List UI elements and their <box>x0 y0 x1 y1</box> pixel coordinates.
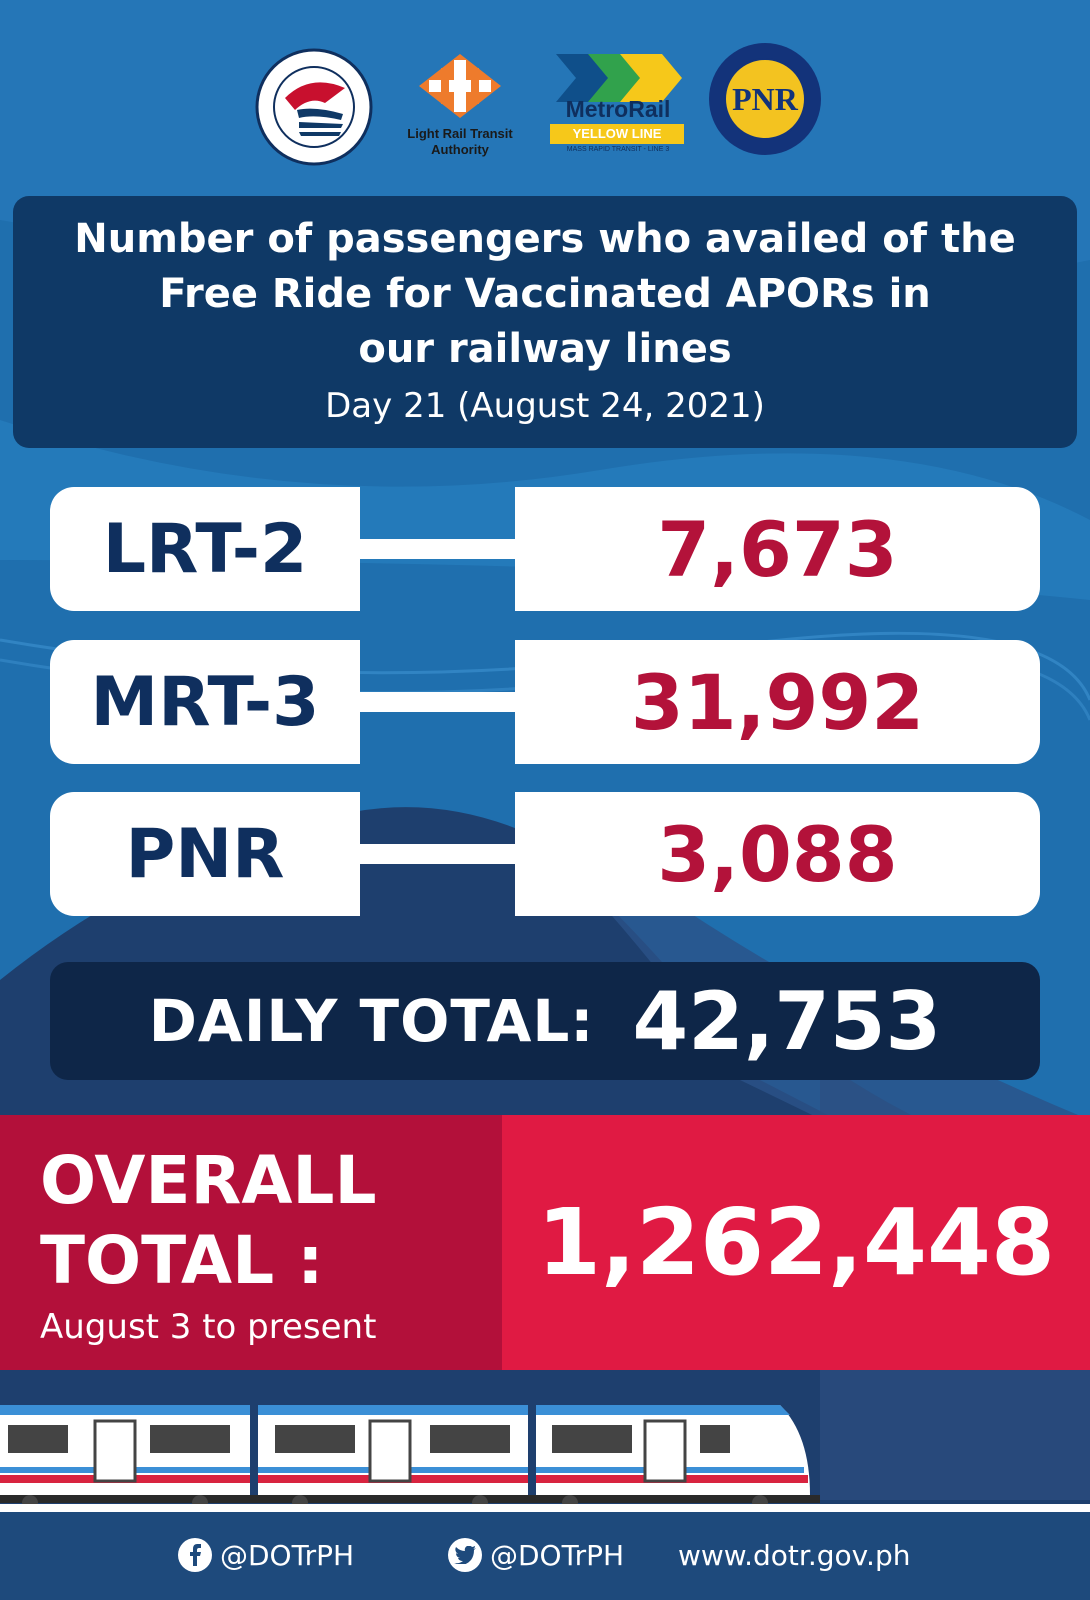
svg-text:PNR: PNR <box>732 81 798 117</box>
title-line-2: Free Ride for Vaccinated APORs in <box>159 271 931 317</box>
footer-divider <box>0 1504 1090 1512</box>
title-line-1: Number of passengers who availed of the <box>74 216 1016 262</box>
twitter-icon <box>448 1538 482 1572</box>
lrta-caption-line1: Light Rail Transit <box>407 126 513 141</box>
overall-date-range: August 3 to present <box>40 1307 377 1347</box>
row-label: LRT-2 <box>50 487 360 611</box>
facebook-icon <box>178 1538 212 1572</box>
row-label: PNR <box>50 792 360 916</box>
page-subtitle-date: Day 21 (August 24, 2021) <box>325 386 765 426</box>
metrorail-logo <box>548 48 688 162</box>
facebook-link[interactable] <box>178 1530 354 1580</box>
daily-total-box <box>50 962 1040 1080</box>
lrta-logo <box>385 50 535 168</box>
website-url: www.dotr.gov.ph <box>678 1538 911 1572</box>
pnr-logo <box>706 40 824 158</box>
daily-total-value: 42,753 <box>632 974 942 1068</box>
dotr-seal-icon <box>255 48 373 166</box>
row-value: 7,673 <box>515 487 1040 611</box>
overall-label-line2: TOTAL : <box>40 1222 324 1299</box>
twitter-link[interactable] <box>448 1530 624 1580</box>
row-mrt3 <box>50 640 1040 764</box>
row-pnr <box>50 792 1040 916</box>
lrta-caption-line2: Authority <box>431 142 489 157</box>
lrta-emblem-icon <box>415 50 505 122</box>
title-line-3: our railway lines <box>358 326 732 372</box>
row-label: MRT-3 <box>50 640 360 764</box>
overall-total-label-panel <box>0 1115 502 1370</box>
twitter-handle: @DOTrPH <box>490 1538 625 1572</box>
facebook-handle: @DOTrPH <box>220 1538 355 1572</box>
row-value: 3,088 <box>515 792 1040 916</box>
daily-total-label: DAILY TOTAL: <box>148 987 595 1055</box>
header-card <box>13 196 1077 448</box>
row-value: 31,992 <box>515 640 1040 764</box>
row-lrt2 <box>50 487 1040 611</box>
metrorail-line: YELLOW LINE <box>550 124 684 144</box>
train-illustration <box>0 1395 820 1515</box>
pnr-seal-icon <box>706 40 824 158</box>
metrorail-brand: MetroRail <box>565 96 671 122</box>
website-link[interactable] <box>678 1530 910 1580</box>
overall-total-value: 1,262,448 <box>502 1115 1090 1370</box>
metrorail-subline: MASS RAPID TRANSIT - LINE 3 <box>566 146 670 153</box>
overall-label-line1: OVERALL <box>40 1142 377 1219</box>
dotr-logo <box>255 48 373 166</box>
page-title <box>13 212 1077 377</box>
